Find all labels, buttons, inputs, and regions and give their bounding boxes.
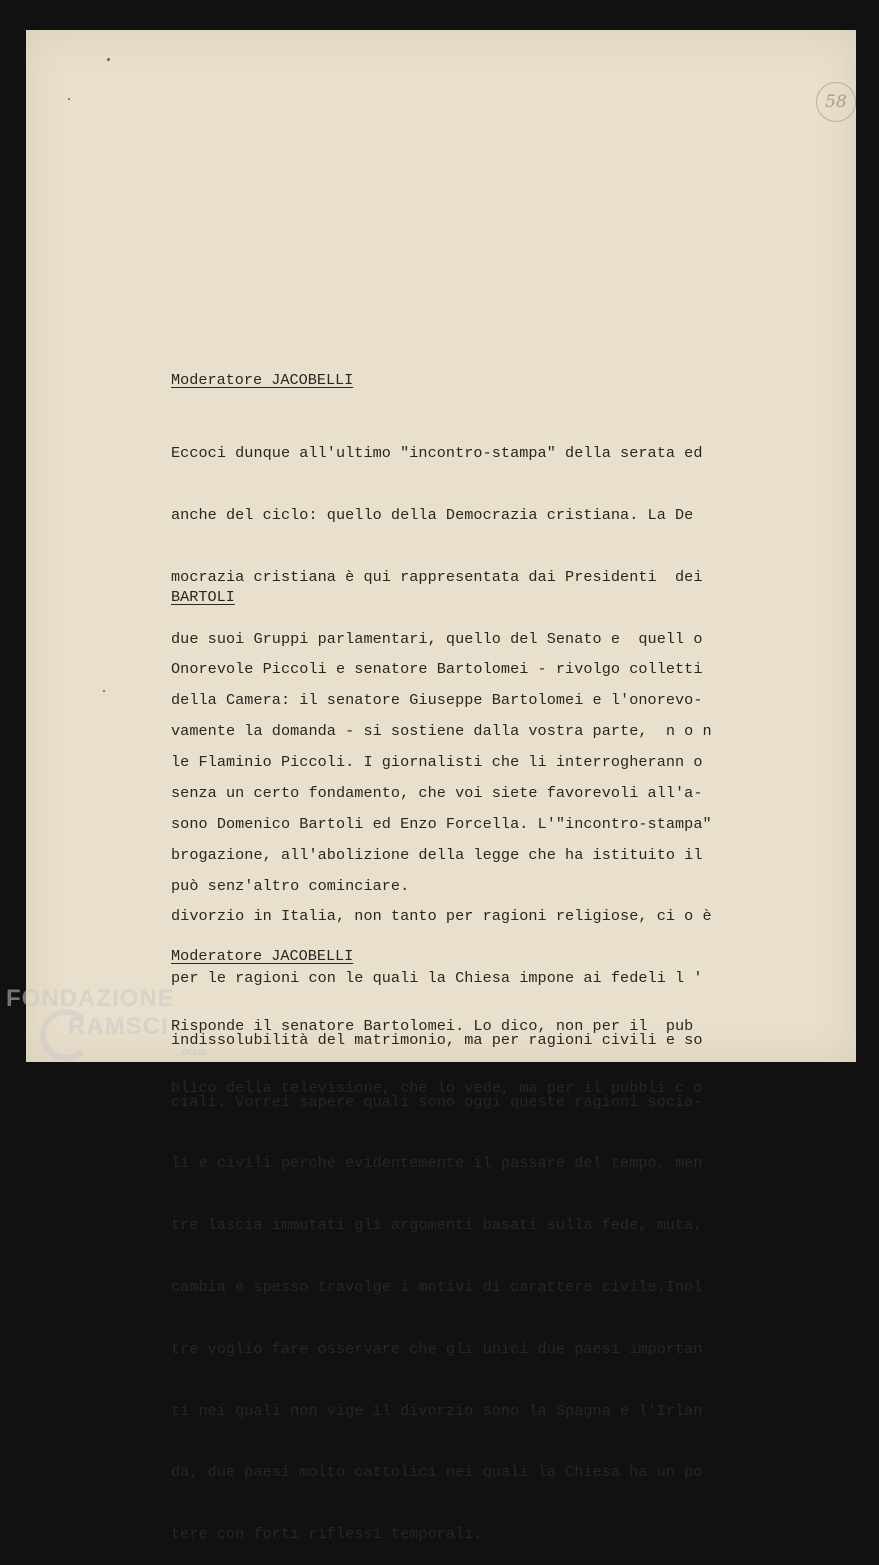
text-line: sono Domenico Bartoli ed Enzo Forcella. L'"incontro-stampa": [171, 814, 712, 833]
watermark-subtitle: onlus: [182, 1047, 206, 1058]
text-line: Eccoci dunque all'ultimo "incontro-stampa" della serata ed: [171, 444, 703, 463]
text-line: vamente la domanda - si sostiene dalla vostra parte, n o n: [171, 721, 712, 740]
text-line: anche del ciclo: quello della Democrazia cristiana. La De: [171, 505, 694, 524]
text-line: brogazione, all'abolizione della legge che ha istituito il: [171, 845, 703, 864]
page-number-stamp: [816, 82, 856, 122]
text-line: le Flaminio Piccoli. I giornalisti che li interrogherann o: [171, 753, 703, 772]
text-line: mocrazia cristiana è qui rappresentata dai Presidenti dei: [171, 567, 703, 586]
speaker-heading-moderator: Moderatore JACOBELLI: [171, 371, 354, 389]
speaker-heading-bartoli: BARTOLI: [171, 588, 235, 606]
text-line: ti nei quali non vige il divorzio sono la Spagna e l'Irlan: [171, 1401, 703, 1420]
text-line: per le ragioni con le quali la Chiesa impone ai fedeli l ': [171, 969, 703, 988]
page-number-text: 58: [825, 92, 847, 112]
text-line: cambia e spesso travolge i motivi di carattere civile.Inol: [171, 1278, 703, 1296]
text-line: può senz'altro cominciare.: [171, 876, 410, 895]
text-line: blico della televisione, che lo vede, ma per il pubbli c o: [171, 1078, 703, 1097]
text-line: due suoi Gruppi parlamentari, quello del Senato e quell o: [171, 629, 703, 648]
text-line: senza un certo fondamento, che voi siete favorevoli all'a-: [171, 783, 703, 802]
text-line: li e civili perché evidentemente il passare del tempo, men: [171, 1154, 703, 1173]
paper-speck: [103, 690, 105, 692]
watermark-line-1: FONDAZIONE: [6, 985, 175, 1012]
text-line: ciali. Vorrei sapere quali sono oggi queste ragioni socia-: [171, 1092, 703, 1111]
text-line: indissolubilità del matrimonio, ma per ragioni civili e so: [171, 1030, 703, 1049]
text-line: Onorevole Piccoli e senatore Bartolomei - rivolgo colletti: [171, 660, 703, 679]
speaker-heading-moderator-2: Moderatore JACOBELLI: [171, 947, 354, 965]
text-line: tre voglio fare osservare che gli unici due paesi importan: [171, 1339, 703, 1358]
text-line: tere con forti riflessi temporali.: [171, 1525, 483, 1544]
watermark-line-2: RAMSCI: [68, 1013, 169, 1040]
paragraph-moderator-response: [171, 975, 781, 1119]
text-line: divorzio in Italia, non tanto per ragioni religiose, ci o è: [171, 907, 712, 926]
text-line: Risponde il senatore Bartolomei. Lo dico, non per il pub: [171, 1017, 694, 1036]
text-line: da, due paesi molto cattolici nei quali la Chiesa ha un po: [171, 1463, 703, 1482]
paper-speck: [68, 98, 70, 100]
text-line: della Camera: il senatore Giuseppe Bartolomei e l'onorevo-: [171, 691, 703, 710]
text-line: tre lascia immutati gli argomenti basati sulla fede, muta,: [171, 1216, 703, 1235]
fondazione-gramsci-watermark: [6, 985, 226, 1075]
paper-speck: [107, 58, 110, 61]
